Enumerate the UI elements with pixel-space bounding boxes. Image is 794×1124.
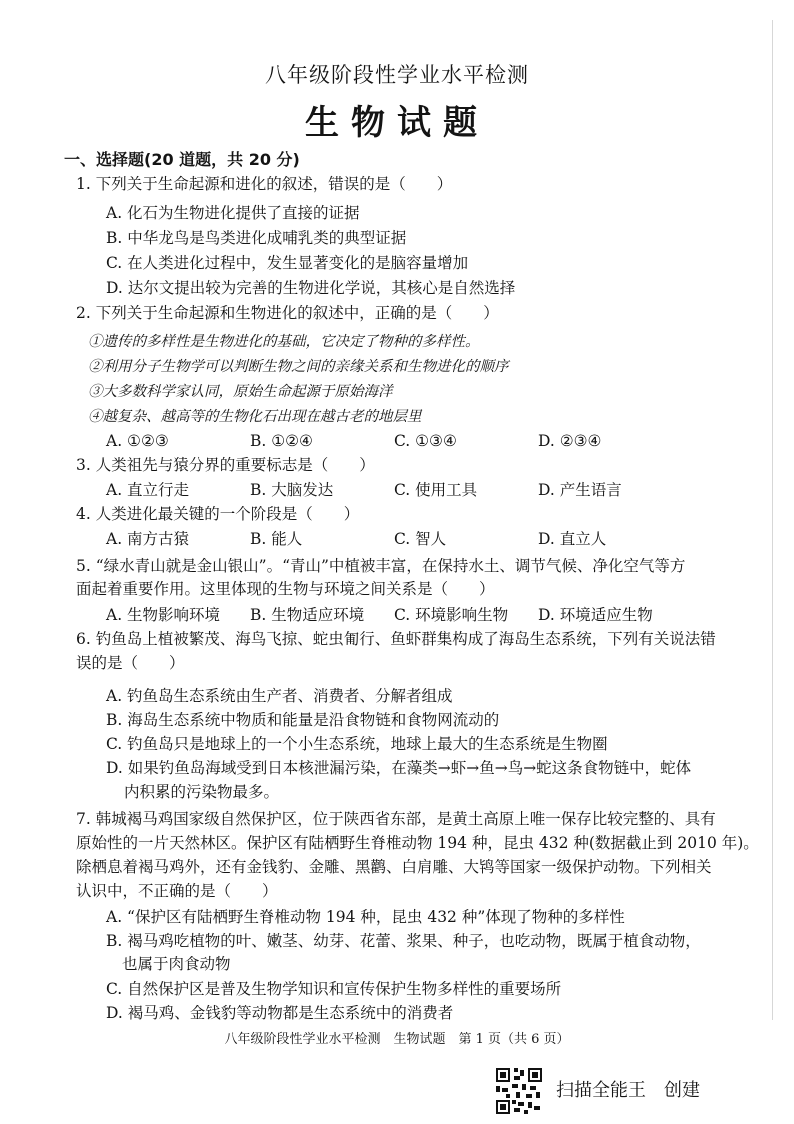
question-4-option-d: D. 直立人 (538, 530, 607, 548)
qr-code-icon (494, 1066, 544, 1116)
question-1-option-b: B. 中华龙鸟是鸟类进化成哺乳类的典型证据 (106, 229, 407, 247)
question-4-option-a: A. 南方古猿 (106, 530, 190, 548)
question-7-option-b-line-2: 也属于肉食动物 (122, 955, 231, 973)
question-1-option-c: C. 在人类进化过程中，发生显著变化的是脑容量增加 (106, 254, 469, 272)
question-3-stem: 3. 人类祖先与猿分界的重要标志是（ ） (76, 456, 375, 474)
subject-title: 生物试题 (305, 103, 489, 143)
question-6-stem-line-2: 误的是（ ） (76, 654, 185, 672)
question-6-option-b: B. 海岛生态系统中物质和能量是沿食物链和食物网流动的 (106, 711, 500, 729)
question-1-stem: 1. 下列关于生命起源和进化的叙述，错误的是（ ） (76, 175, 453, 193)
question-4-option-b: B. 能人 (250, 530, 303, 548)
question-6-option-d-line-1: D. 如果钓鱼岛海域受到日本核泄漏污染，在藻类→虾→鱼→鸟→蛇这条食物链中，蛇体 (106, 759, 692, 777)
question-6-option-c: C. 钓鱼岛只是地球上的一个小生态系统，地球上最大的生态系统是生物圈 (106, 735, 608, 753)
question-3-option-b: B. 大脑发达 (250, 481, 334, 499)
question-2-statement-1: ①遗传的多样性是生物进化的基础，它决定了物种的多样性。 (88, 334, 480, 350)
question-2-statement-2: ②利用分子生物学可以判断生物之间的亲缘关系和生物进化的顺序 (88, 359, 509, 375)
question-5-option-a: A. 生物影响环境 (106, 606, 221, 624)
question-5-stem-line-2: 面起着重要作用。这里体现的生物与环境之间关系是（ ） (76, 580, 495, 598)
question-2-statement-3: ③大多数科学家认同，原始生命起源于原始海洋 (88, 384, 393, 400)
question-2-option-b: B. ①②④ (250, 432, 313, 450)
question-5-option-d: D. 环境适应生物 (538, 606, 653, 624)
question-5-option-b: B. 生物适应环境 (250, 606, 365, 624)
question-3-option-c: C. 使用工具 (394, 481, 478, 499)
question-2-option-a: A. ①②③ (106, 432, 169, 450)
scan-edge-line (772, 20, 773, 1020)
exam-title: 八年级阶段性学业水平检测 (265, 63, 529, 87)
question-2-statement-4: ④越复杂、越高等的生物化石出现在越古老的地层里 (88, 409, 422, 425)
question-7-option-a: A. “保护区有陆栖野生脊椎动物 194 种，昆虫 432 种”体现了物种的多样性 (106, 908, 625, 926)
question-7-option-d: D. 褐马鸡、金钱豹等动物都是生态系统中的消费者 (106, 1004, 454, 1022)
question-7-option-c: C. 自然保护区是普及生物学知识和宣传保护生物多样性的重要场所 (106, 980, 562, 998)
question-7-option-b-line-1: B. 褐马鸡吃植物的叶、嫩茎、幼芽、花蕾、浆果、种子，也吃动物，既属于植食动物， (106, 932, 701, 950)
question-7-stem-line-4: 认识中，不正确的是（ ） (76, 882, 278, 900)
question-4-stem: 4. 人类进化最关键的一个阶段是（ ） (76, 505, 360, 523)
question-2-stem: 2. 下列关于生命起源和生物进化的叙述中，正确的是（ ） (76, 304, 499, 322)
question-3-option-d: D. 产生语言 (538, 481, 622, 499)
question-1-option-a: A. 化石为生物进化提供了直接的证据 (106, 204, 360, 222)
scanner-watermark-text: 扫描全能王 创建 (556, 1080, 700, 1101)
question-6-stem-line-1: 6. 钓鱼岛上植被繁茂、海鸟飞掠、蛇虫匍行、鱼虾群集构成了海岛生态系统，下列有关说法错 (76, 630, 716, 648)
section-heading: 一、选择题(20 道题，共 20 分) (64, 150, 300, 169)
question-1-option-d: D. 达尔文提出较为完善的生物进化学说，其核心是自然选择 (106, 279, 516, 297)
question-7-stem-line-3: 除栖息着褐马鸡外，还有金钱豹、金雕、黑鹳、白肩雕、大鸨等国家一级保护动物。下列相关 (76, 858, 712, 876)
question-5-option-c: C. 环境影响生物 (394, 606, 509, 624)
question-3-option-a: A. 直立行走 (106, 481, 190, 499)
question-6-option-a: A. 钓鱼岛生态系统由生产者、消费者、分解者组成 (106, 687, 453, 705)
question-7-stem-line-2: 原始性的一片天然林区。保护区有陆栖野生脊椎动物 194 种，昆虫 432 种(数据截止到 2010 年)。 (76, 834, 759, 852)
question-6-option-d-line-2: 内积累的污染物最多。 (124, 783, 280, 801)
question-5-stem-line-1: 5. “绿水青山就是金山银山”。“青山”中植被丰富，在保持水土、调节气候、净化空气等方 (76, 557, 686, 575)
question-2-option-c: C. ①③④ (394, 432, 457, 450)
question-2-option-d: D. ②③④ (538, 432, 602, 450)
question-7-stem-line-1: 7. 韩城褐马鸡国家级自然保护区，位于陕西省东部，是黄土高原上唯一保存比较完整的、具有 (76, 810, 716, 828)
question-4-option-c: C. 智人 (394, 530, 447, 548)
page-footer: 八年级阶段性学业水平检测 生物试题 第 1 页（共 6 页） (224, 1032, 570, 1047)
